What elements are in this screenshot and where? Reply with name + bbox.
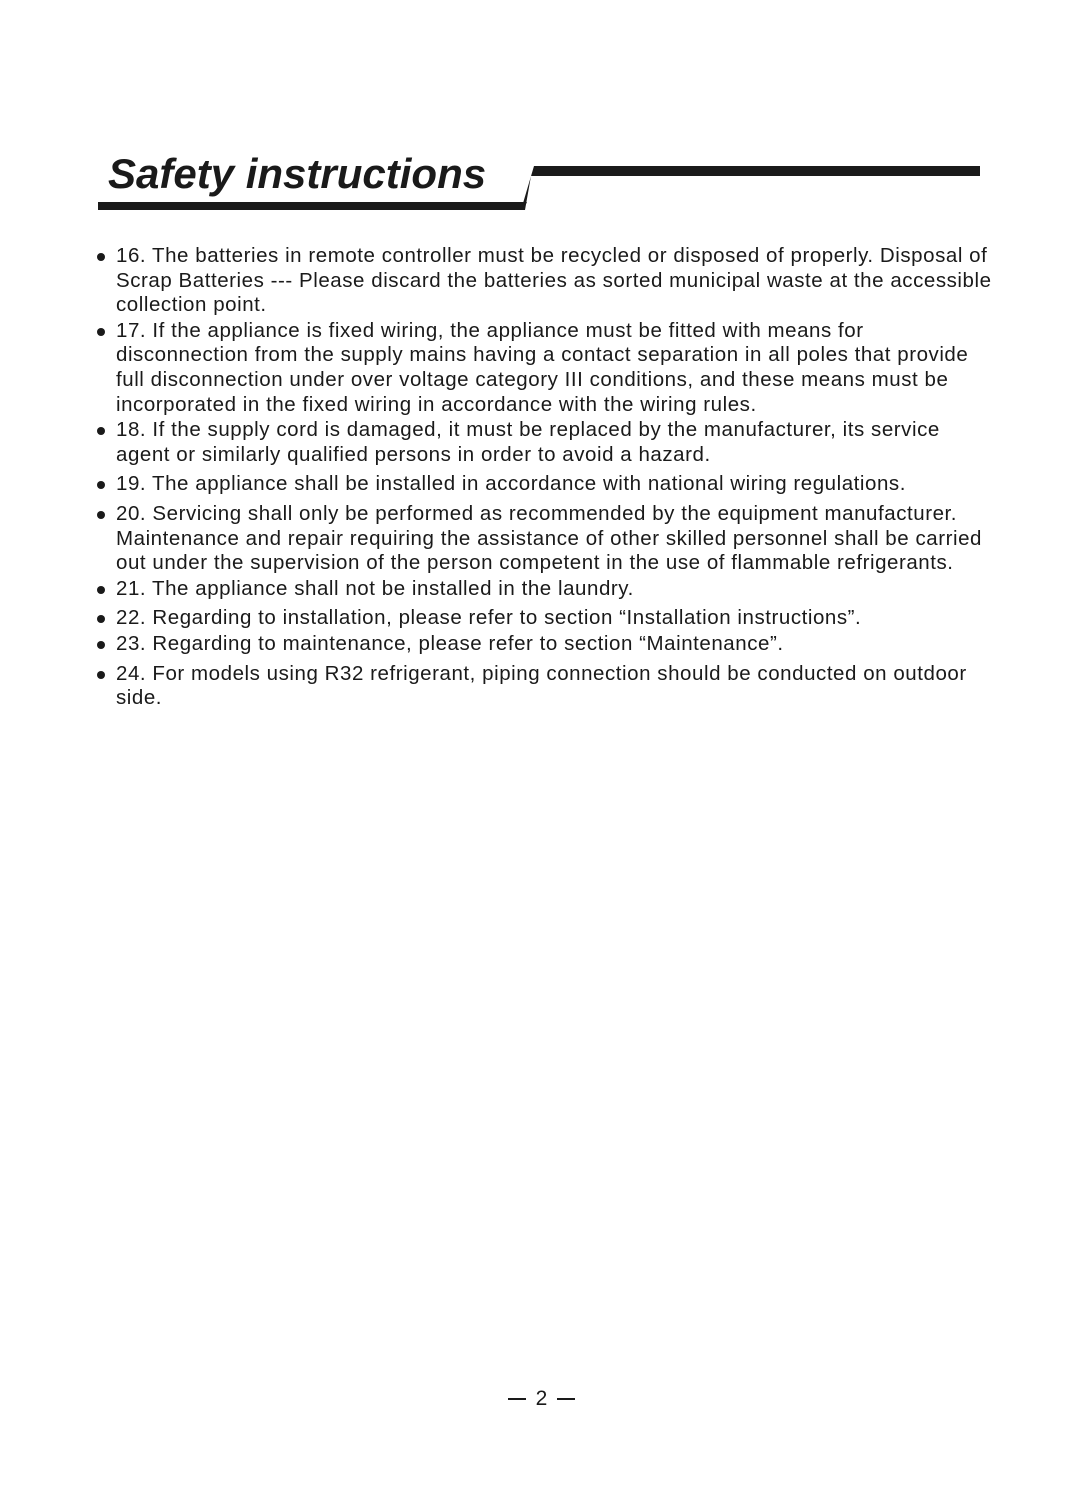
list-item-text: 17. If the appliance is fixed wiring, the appliance must be fitted with means for disconnection from the supply mains having a contact separation in all poles that provide full disconnection under over voltage category III conditions, and these means must be incorporated in the fixed wiring in accordance with the wiring rules. xyxy=(116,318,969,416)
bullet-icon xyxy=(97,671,105,679)
list-item xyxy=(96,418,996,467)
bullet-icon xyxy=(97,586,105,594)
section-header xyxy=(0,0,1083,230)
list-item-text: 20. Servicing shall only be performed as recommended by the equipment manufacturer. Maintenance and repair requiring the assistance of other skilled personnel shall be carried out under the supervision of the person competent in the use of flammable refrigerants. xyxy=(116,501,982,575)
bullet-icon xyxy=(97,328,105,336)
dash-left-decoration xyxy=(508,1398,526,1400)
bullet-icon xyxy=(97,481,105,489)
bullet-icon xyxy=(97,615,105,623)
page-number: 2 xyxy=(535,1387,548,1410)
list-item-text: 22. Regarding to installation, please refer to section “Installation instructions”. xyxy=(116,606,862,630)
list-item xyxy=(96,632,996,657)
list-item xyxy=(96,606,996,631)
list-item xyxy=(96,244,996,318)
list-item xyxy=(96,577,996,602)
list-item xyxy=(96,662,996,711)
list-item-text: 16. The batteries in remote controller must be recycled or disposed of properly. Disposal of Scrap Batteries --- Please discard the batteries as sorted municipal waste at the accessible collection point. xyxy=(116,244,992,317)
safety-instructions-list xyxy=(96,244,996,711)
bullet-icon xyxy=(97,511,105,519)
list-item-text: 23. Regarding to maintenance, please refer to section “Maintenance”. xyxy=(116,631,784,655)
bullet-icon xyxy=(97,427,105,435)
list-item-text: 18. If the supply cord is damaged, it must be replaced by the manufacturer, its service agent or similarly qualified persons in order to avoid a hazard. xyxy=(116,418,940,466)
list-item xyxy=(96,472,996,497)
list-item xyxy=(96,502,996,576)
list-item-text: 24. For models using R32 refrigerant, piping connection should be conducted on outdoor side. xyxy=(116,661,967,710)
page-title: Safety instructions xyxy=(108,150,487,197)
list-item-text: 19. The appliance shall be installed in accordance with national wiring regulations. xyxy=(116,472,906,496)
list-item xyxy=(96,319,996,417)
bullet-icon xyxy=(97,253,105,261)
list-item-text: 21. The appliance shall not be installed in the laundry. xyxy=(116,576,634,600)
dash-right-decoration xyxy=(557,1398,575,1400)
page-footer xyxy=(0,1387,1083,1411)
bullet-icon xyxy=(97,641,105,649)
